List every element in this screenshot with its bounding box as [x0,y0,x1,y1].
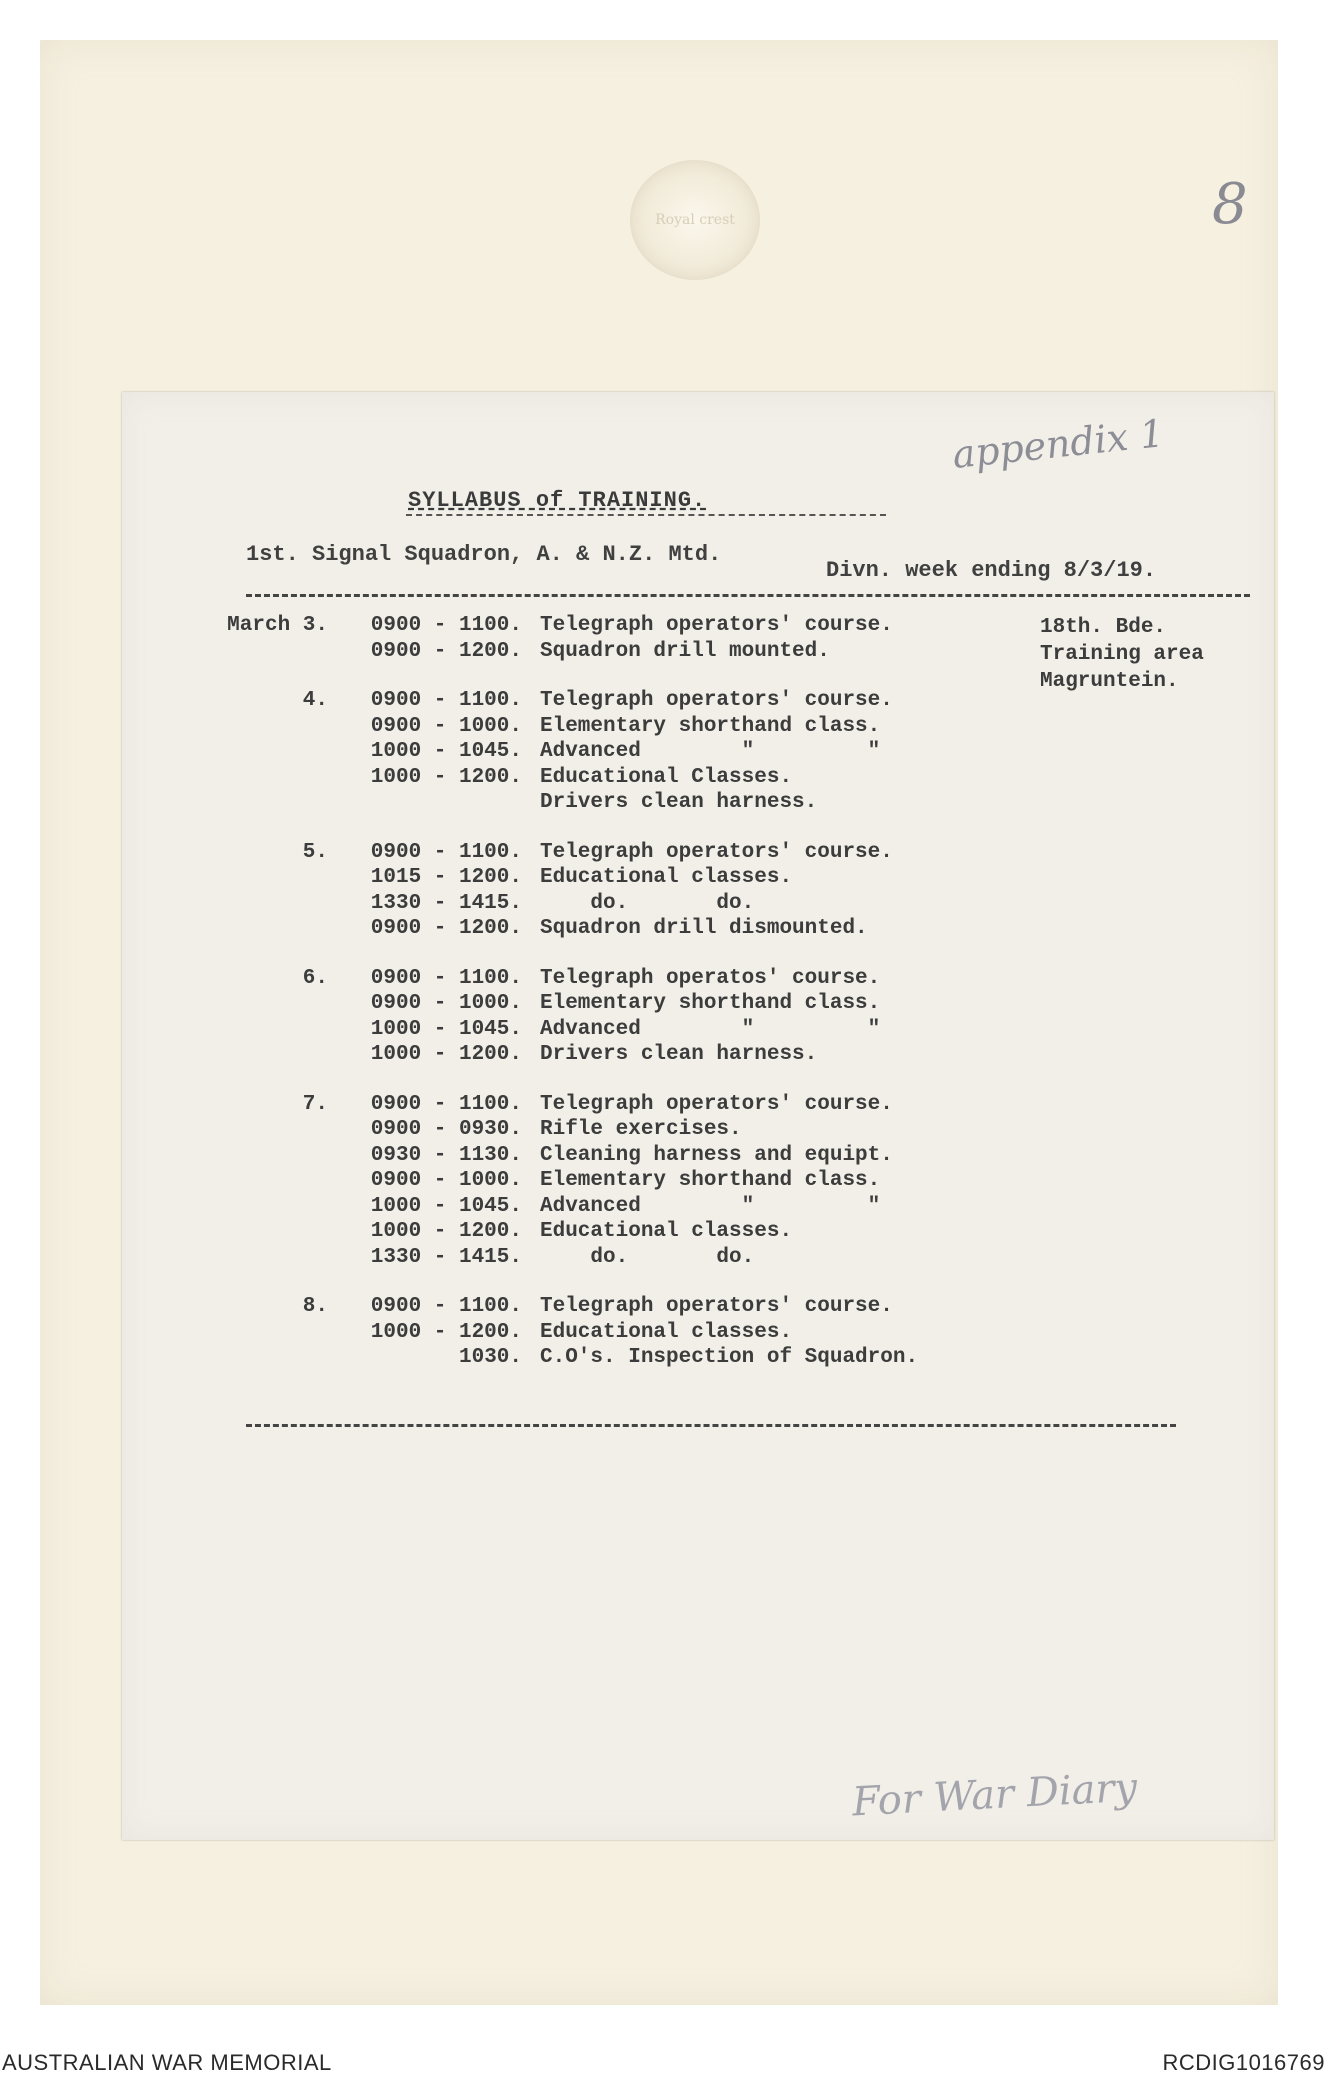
time-range: 0900 - 1100. [370,1092,522,1116]
schedule-row [122,992,1274,1018]
activity: Squadron drill dismounted. [540,917,868,940]
schedule-row [122,1043,1274,1069]
time-range: 1330 - 1415. [370,1245,522,1269]
folio-number: 8 [1212,172,1248,237]
schedule-row [122,791,1274,817]
activity: Educational classes. [540,866,793,889]
schedule-row [122,892,1274,918]
activity: Advanced " " [540,1017,881,1041]
schedule-row [122,866,1274,892]
time-range: 0900 - 1100. [370,689,522,712]
schedule-row [122,841,1274,867]
seal-label: Royal crest [655,212,735,228]
schedule-row [122,1220,1274,1246]
time-range: 1330 - 1415. [370,891,522,915]
time-range: 0900 - 1100. [370,1295,522,1318]
schedule-row [122,1246,1274,1272]
activity: Telegraph operators' course. [540,689,893,712]
time-range: 0900 - 1000. [370,992,522,1015]
time-range: 0900 - 1000. [370,714,522,738]
activity: Elementary shorthand class. [540,714,881,738]
day-label: March 3. [227,614,328,637]
time-range: 1000 - 1045. [370,1017,522,1041]
schedule-row [122,1346,1274,1372]
time-range: 0900 - 1100. [370,966,522,990]
location-note [1040,614,1204,695]
schedule-row [122,1144,1274,1170]
activity: C.O's. Inspection of Squadron. [540,1346,919,1369]
time-range: 0900 - 1200. [370,917,522,940]
schedule-row [122,1321,1274,1347]
activity: Elementary shorthand class. [540,992,881,1015]
activity: Telegraph operators' course. [540,1092,893,1116]
title-underline [406,514,886,516]
time-range: 1000 - 1200. [370,1220,522,1243]
schedule-row [122,917,1274,943]
time-range: 0930 - 1130. [370,1143,522,1167]
day-label: 4. [302,689,328,712]
activity: Advanced " " [540,1194,881,1218]
activity: Drivers clean harness. [540,1043,818,1066]
typed-sheet [122,392,1274,1840]
location-note-line: 18th. Bde. [1040,616,1167,639]
footer-record-id: RCDIG1016769 [1162,2050,1325,2075]
schedule-row [122,766,1274,792]
schedule-row [122,1093,1274,1119]
activity: Educational classes. [540,1320,793,1344]
embossed-seal-icon [630,160,760,280]
time-range: 1000 - 1045. [370,740,522,763]
time-range: 1015 - 1200. [370,866,522,889]
schedule-row [122,1169,1274,1195]
time-range: 1000 - 1200. [370,1043,522,1066]
appendix-annotation: appendix 1 [950,411,1167,477]
schedule-row [122,1118,1274,1144]
day-label: 8. [302,1295,328,1318]
day-label: 5. [302,840,328,864]
activity: Drivers clean harness. [540,791,818,814]
document-title: SYLLABUS of TRAINING. [408,488,707,513]
time-range: 0900 - 1100. [370,614,522,637]
day-label: 6. [302,966,328,990]
activity: do. do. [540,891,755,915]
activity: Telegraph operatos' course. [540,966,881,990]
schedule-row [122,1018,1274,1044]
activity: Telegraph operators' course. [540,614,893,637]
schedule-row [122,1195,1274,1221]
time-range: 0900 - 1000. [370,1169,522,1192]
location-note-line: Magruntein. [1040,670,1179,693]
time-range: 0900 - 1200. [370,639,522,663]
time-range: 1000 - 1200. [370,1320,522,1344]
location-note-line: Training area [1040,643,1204,666]
unit-heading: 1st. Signal Squadron, A. & N.Z. Mtd. [246,542,722,567]
schedule-row [122,1295,1274,1321]
activity: Telegraph operators' course. [540,840,893,864]
time-range: 0900 - 1100. [370,840,522,864]
time-range: 1030. [458,1346,522,1369]
footer-institution: AUSTRALIAN WAR MEMORIAL [2,2050,332,2075]
war-diary-annotation: For War Diary [850,1764,1139,1826]
week-heading: Divn. week ending 8/3/19. [826,558,1157,583]
activity: Educational Classes. [540,765,793,789]
time-range: 0900 - 0930. [370,1118,522,1141]
top-rule [246,594,1250,597]
schedule-row [122,740,1274,766]
schedule-row [122,967,1274,993]
schedule-row [122,715,1274,741]
activity: Advanced " " [540,740,881,763]
activity: Telegraph operators' course. [540,1295,893,1318]
activity: do. do. [540,1245,755,1269]
time-range: 1000 - 1045. [370,1194,522,1218]
activity: Educational classes. [540,1220,793,1243]
activity: Cleaning harness and equipt. [540,1143,893,1167]
activity: Rifle exercises. [540,1118,742,1141]
time-range: 1000 - 1200. [370,765,522,789]
activity: Squadron drill mounted. [540,639,830,663]
activity: Elementary shorthand class. [540,1169,881,1192]
day-label: 7. [302,1092,328,1116]
bottom-rule [246,1424,1176,1427]
